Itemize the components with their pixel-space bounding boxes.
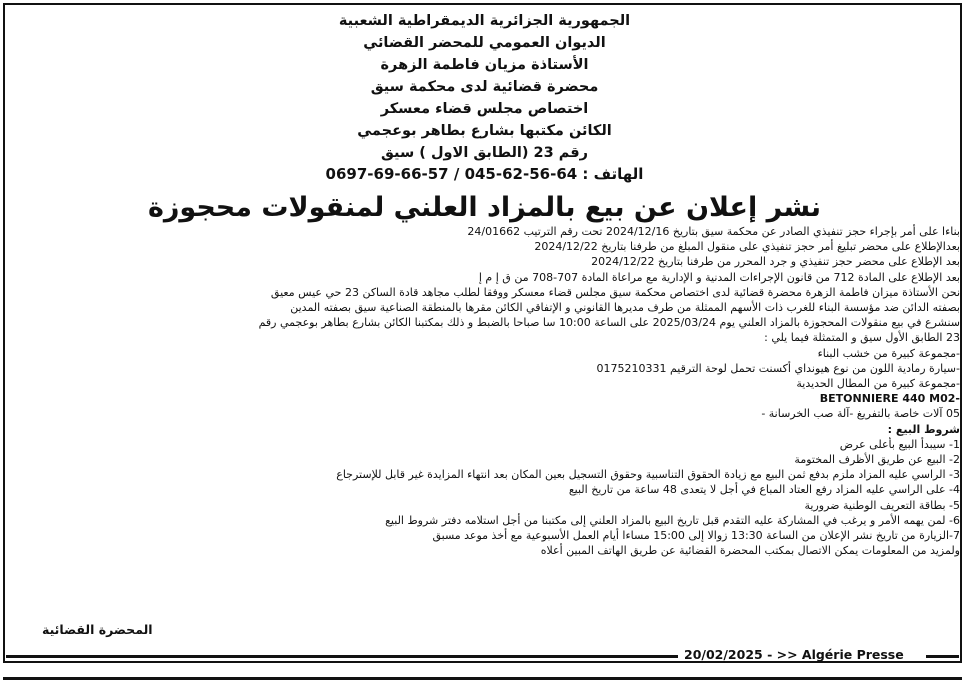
header-line-office: الديوان العمومي للمحضر القضائي bbox=[363, 35, 606, 51]
body-line-seizure: بعد الإطلاع على محضر حجز تنفيذي و جرد المحرر من طرفنا بتاريخ 2024/12/22 bbox=[591, 255, 960, 269]
body-line-order: بناءا على أمر بإجراء حجز تنفيذي الصادر عن محكمة سيق بتاريخ 2024/12/16 تحت رقم الترتيب 24/01662 bbox=[467, 225, 960, 238]
item-machines: 05 آلات خاصة بالتفريغ -آلة صب الخرسانة - bbox=[761, 407, 960, 421]
condition-2: 2- البيع عن طريق الأظرف المختومة bbox=[794, 453, 960, 467]
body-line-debtor: بصفته الدائن ضد مؤسسة البناء للغرب ذات الأسهم الممثلة من طرف مديرها القانوني و الإتفاقي الكائن مقرها بالمنطقة الصناعية سيق بصفته المدين bbox=[290, 301, 960, 315]
body-line-creditor: نحن الأستاذة ميزان فاطمة الزهرة محضرة قضائية لدى اختصاص محكمة سيق مجلس قضاء معسكر ووفقا لطلب مجاهد قادة الساكن 23 حي عيس معيق bbox=[270, 285, 960, 299]
conditions-heading: شروط البيع : bbox=[887, 422, 960, 436]
body-line-article: بعد الإطلاع على المادة 712 من قانون الإجراءات المدنية و الإدارية مع مراعاة المادة 707-708 من ق إ م إ bbox=[478, 270, 960, 284]
header-line-address: الكائن مكتبها بشارع بطاهر بوعجمي bbox=[357, 123, 612, 139]
condition-1: 1- سيبدأ البيع بأعلى عرض bbox=[839, 437, 960, 451]
issuer-header bbox=[0, 10, 969, 184]
item-metal: -مجموعة كبيرة من المطال الحديدية bbox=[796, 377, 960, 391]
bottom-rule bbox=[3, 677, 962, 680]
item-car: -سيارة رمادية اللون من نوع هيونداي أكسنت تحمل لوحة الترقيم 0175210331 bbox=[596, 361, 960, 375]
condition-4: 4- على الراسي عليه المزاد رفع العتاد المباع في أجل لا يتعدى 48 ساعة من تاريخ البيع bbox=[568, 483, 960, 497]
publication-footer bbox=[0, 646, 969, 666]
condition-3: 3- الراسي عليه المزاد ملزم بدفع ثمن البيع مع زيادة الحقوق التناسبية وحقوق التسجيل بعين المكان بعد انتهاء المزايدة غير قابل للإسترجاع bbox=[336, 468, 960, 482]
footer-rule bbox=[6, 655, 678, 658]
header-line-floor: رقم 23 (الطابق الاول ) سيق bbox=[380, 145, 588, 161]
condition-6: 6- لمن يهمه الأمر و يرغب في المشاركة عليه التقدم قبل تاريخ البيع بالمزاد العلني إلى مكتبنا من أجل استلامه دفتر شروط البيع bbox=[385, 513, 960, 527]
header-line-jurisdiction: اختصاص مجلس قضاء معسكر bbox=[380, 101, 589, 117]
body-line-sale-date: سنشرع في بيع منقولات المحجوزة بالمزاد العلني يوم 2025/03/24 على الساعة 10:00 سا صباحا بالضبط و ذلك بمكتبنا الكائن بشارع بطاهر بوعجمي رقم bbox=[258, 316, 960, 330]
signature: المحضرة القضائية bbox=[42, 622, 153, 637]
header-phone: الهاتف : 64-56-62-045 / 57-66-69-0697 bbox=[325, 165, 644, 183]
header-line-bailiff-name: الأستاذة مزيان فاطمة الزهرة bbox=[380, 57, 589, 73]
announcement-title: نشر إعلان عن بيع بالمزاد العلني لمنقولات محجوزة bbox=[147, 192, 822, 223]
announcement-body bbox=[8, 224, 960, 558]
condition-5: 5- بطاقة التعريف الوطنية ضرورية bbox=[804, 498, 960, 512]
publication-date-source: 20/02/2025 - >> Algérie Presse bbox=[684, 647, 904, 662]
item-wood: -مجموعة كبيرة من خشب البناء bbox=[817, 346, 960, 360]
footer-rule-end bbox=[926, 655, 959, 658]
item-betonniere: -BETONNIERE 440 M02 bbox=[819, 392, 960, 406]
body-line-location: 23 الطابق الأول سيق و المتمثلة فيما يلي : bbox=[764, 331, 960, 345]
header-line-court: محضرة قضائية لدى محكمة سيق bbox=[370, 79, 599, 95]
condition-7: 7-الزيارة من تاريخ نشر الإعلان من الساعة 13:30 زوالا إلى 15:00 مساءا أيام العمل الأسبوعية مع أخذ موعد مسبق bbox=[432, 529, 960, 543]
body-line-notification: بعدالإطلاع على محضر تبليغ أمر حجز تنفيذي على منقول المبلغ من طرفنا بتاريخ 2024/12/22 bbox=[534, 240, 960, 254]
contact-info: ولمزيد من المعلومات يمكن الاتصال بمكتب المحضرة القضائية عن طريق الهاتف المبين أعلاه bbox=[540, 544, 960, 558]
header-line-republic: الجمهورية الجزائرية الديمقراطية الشعبية bbox=[338, 13, 631, 29]
